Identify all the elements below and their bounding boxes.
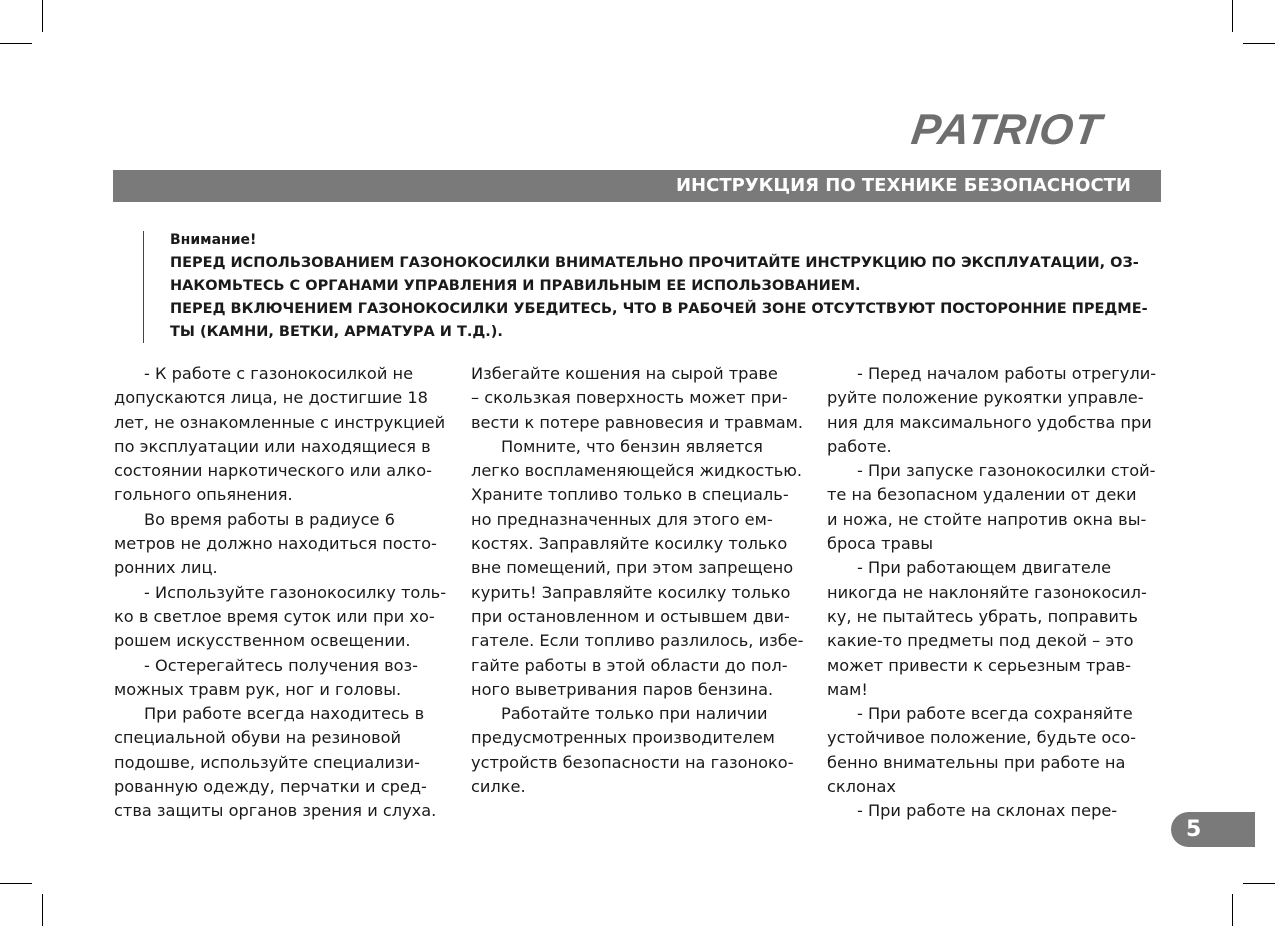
text-line: броса травы bbox=[827, 534, 934, 554]
text-line: гольного опьянения. bbox=[114, 485, 293, 505]
text-line: работе. bbox=[827, 436, 892, 456]
text-line: - Используйте газонокосилку толь- bbox=[144, 582, 447, 602]
text-line: вне помещений, при этом запрещено bbox=[471, 558, 794, 578]
text-line: - При работе всегда сохраняйте bbox=[857, 704, 1133, 724]
page-number: 5 bbox=[1186, 817, 1202, 842]
text-line: ния для максимального удобства при bbox=[827, 412, 1152, 432]
brand-logo-text: PATRIOT bbox=[908, 106, 1105, 154]
text-line: Работайте только при наличии bbox=[501, 704, 768, 724]
text-line: вести к потере равновесия и травмам. bbox=[471, 412, 804, 432]
text-line: ку, не пытайтесь убрать, поправить bbox=[827, 606, 1138, 626]
text-line: – скользкая поверхность может при- bbox=[471, 388, 788, 408]
crop-mark bbox=[1232, 894, 1233, 926]
text-line: Во время работы в радиусе 6 bbox=[144, 509, 395, 529]
text-line: - При запуске газонокосилки стой- bbox=[857, 461, 1156, 481]
text-line: устройств безопасности на газоноко- bbox=[471, 752, 794, 772]
text-line: - Остерегайтесь получения воз- bbox=[144, 655, 418, 675]
warning-line: НАКОМЬТЕСЬ С ОРГАНАМИ УПРАВЛЕНИЯ И ПРАВИЛЬНЫМ ЕЕ ИСПОЛЬЗОВАНИЕМ. bbox=[170, 278, 861, 294]
crop-mark bbox=[0, 43, 32, 44]
text-line: руйте положение рукоятки управле- bbox=[827, 388, 1144, 408]
text-line: лет, не ознакомленные с инструкцией bbox=[114, 412, 446, 432]
text-line: рошем искусственном освещении. bbox=[114, 631, 411, 651]
text-line: гателе. Если топливо разлилось, избе- bbox=[471, 631, 804, 651]
text-line: состоянии наркотического или алко- bbox=[114, 461, 432, 481]
text-line: При работе всегда находитесь в bbox=[144, 704, 425, 724]
text-line: по эксплуатации или находящиеся в bbox=[114, 436, 431, 456]
crop-mark bbox=[1243, 43, 1275, 44]
text-line: костях. Заправляйте косилку только bbox=[471, 534, 788, 554]
text-line: Храните топливо только в специаль- bbox=[471, 485, 789, 505]
text-line: - К работе с газонокосилкой не bbox=[144, 364, 414, 383]
section-title-bar bbox=[113, 170, 1161, 202]
text-line: - При работе на склонах пере- bbox=[857, 801, 1118, 821]
text-line: предусмотренных производителем bbox=[471, 728, 775, 748]
text-line: метров не должно находиться посто- bbox=[114, 534, 437, 554]
warning-block bbox=[170, 229, 1165, 344]
section-title: ИНСТРУКЦИЯ ПО ТЕХНИКЕ БЕЗОПАСНОСТИ bbox=[675, 175, 1131, 196]
text-column-2 bbox=[471, 362, 816, 799]
text-line: допускаются лица, не достигшие 18 bbox=[114, 388, 428, 408]
warning-line: ТЫ (КАМНИ, ВЕТКИ, АРМАТУРА И Т.Д.). bbox=[170, 324, 503, 340]
text-line: курить! Заправляйте косилку только bbox=[471, 582, 791, 602]
text-line: Избегайте кошения на сырой траве bbox=[471, 364, 778, 383]
crop-mark bbox=[0, 883, 32, 884]
text-line: склонах bbox=[827, 777, 897, 797]
text-line: подошве, используйте специализи- bbox=[114, 752, 420, 772]
page-number-tab bbox=[1171, 812, 1255, 847]
text-line: - Перед началом работы отрегули- bbox=[857, 364, 1157, 383]
crop-mark bbox=[1243, 883, 1275, 884]
text-line: гайте работы в этой области до пол- bbox=[471, 655, 788, 675]
text-line: ронних лиц. bbox=[114, 558, 218, 578]
brand-logo bbox=[908, 104, 1162, 156]
text-column-1 bbox=[114, 362, 459, 824]
warning-heading: Внимание! bbox=[170, 232, 257, 248]
text-column-3 bbox=[827, 362, 1172, 824]
text-line: рованную одежду, перчатки и сред- bbox=[114, 777, 427, 797]
text-line: ко в светлое время суток или при хо- bbox=[114, 606, 435, 626]
text-line: мам! bbox=[827, 679, 868, 699]
text-line: можных травм рук, ног и головы. bbox=[114, 679, 402, 699]
text-line: при остановленном и остывшем дви- bbox=[471, 606, 790, 626]
text-line: силке. bbox=[471, 777, 526, 797]
text-line: какие-то предметы под декой – это bbox=[827, 631, 1134, 651]
crop-mark bbox=[42, 894, 43, 926]
crop-mark bbox=[1232, 0, 1233, 32]
text-line: никогда не наклоняйте газонокосил- bbox=[827, 582, 1147, 602]
text-line: те на безопасном удалении от деки bbox=[827, 485, 1137, 505]
text-line: легко воспламеняющейся жидкостью. bbox=[471, 461, 803, 481]
warning-rule bbox=[143, 231, 144, 343]
text-line: и ножа, не стойте напротив окна вы- bbox=[827, 509, 1147, 529]
text-line: ства защиты органов зрения и слуха. bbox=[114, 801, 437, 821]
text-line: Помните, что бензин является bbox=[501, 436, 763, 456]
text-line: устойчивое положение, будьте осо- bbox=[827, 728, 1136, 748]
text-line: может привести к серьезным трав- bbox=[827, 655, 1131, 675]
text-line: бенно внимательны при работе на bbox=[827, 752, 1126, 772]
text-line: специальной обуви на резиновой bbox=[114, 728, 402, 748]
warning-line: ПЕРЕД ИСПОЛЬЗОВАНИЕМ ГАЗОНОКОСИЛКИ ВНИМАТЕЛЬНО ПРОЧИТАЙТЕ ИНСТРУКЦИЮ ПО ЭКСПЛУАТАЦИИ, ОЗ- bbox=[170, 255, 1139, 271]
text-line: но предназначенных для этого ем- bbox=[471, 509, 773, 529]
crop-mark bbox=[42, 0, 43, 32]
text-line: - При работающем двигателе bbox=[857, 558, 1112, 578]
warning-line: ПЕРЕД ВКЛЮЧЕНИЕМ ГАЗОНОКОСИЛКИ УБЕДИТЕСЬ, ЧТО В РАБОЧЕЙ ЗОНЕ ОТСУТСТВУЮТ ПОСТОРОННИЕ ПРЕДМЕ- bbox=[170, 301, 1148, 317]
text-line: ного выветривания паров бензина. bbox=[471, 679, 774, 699]
